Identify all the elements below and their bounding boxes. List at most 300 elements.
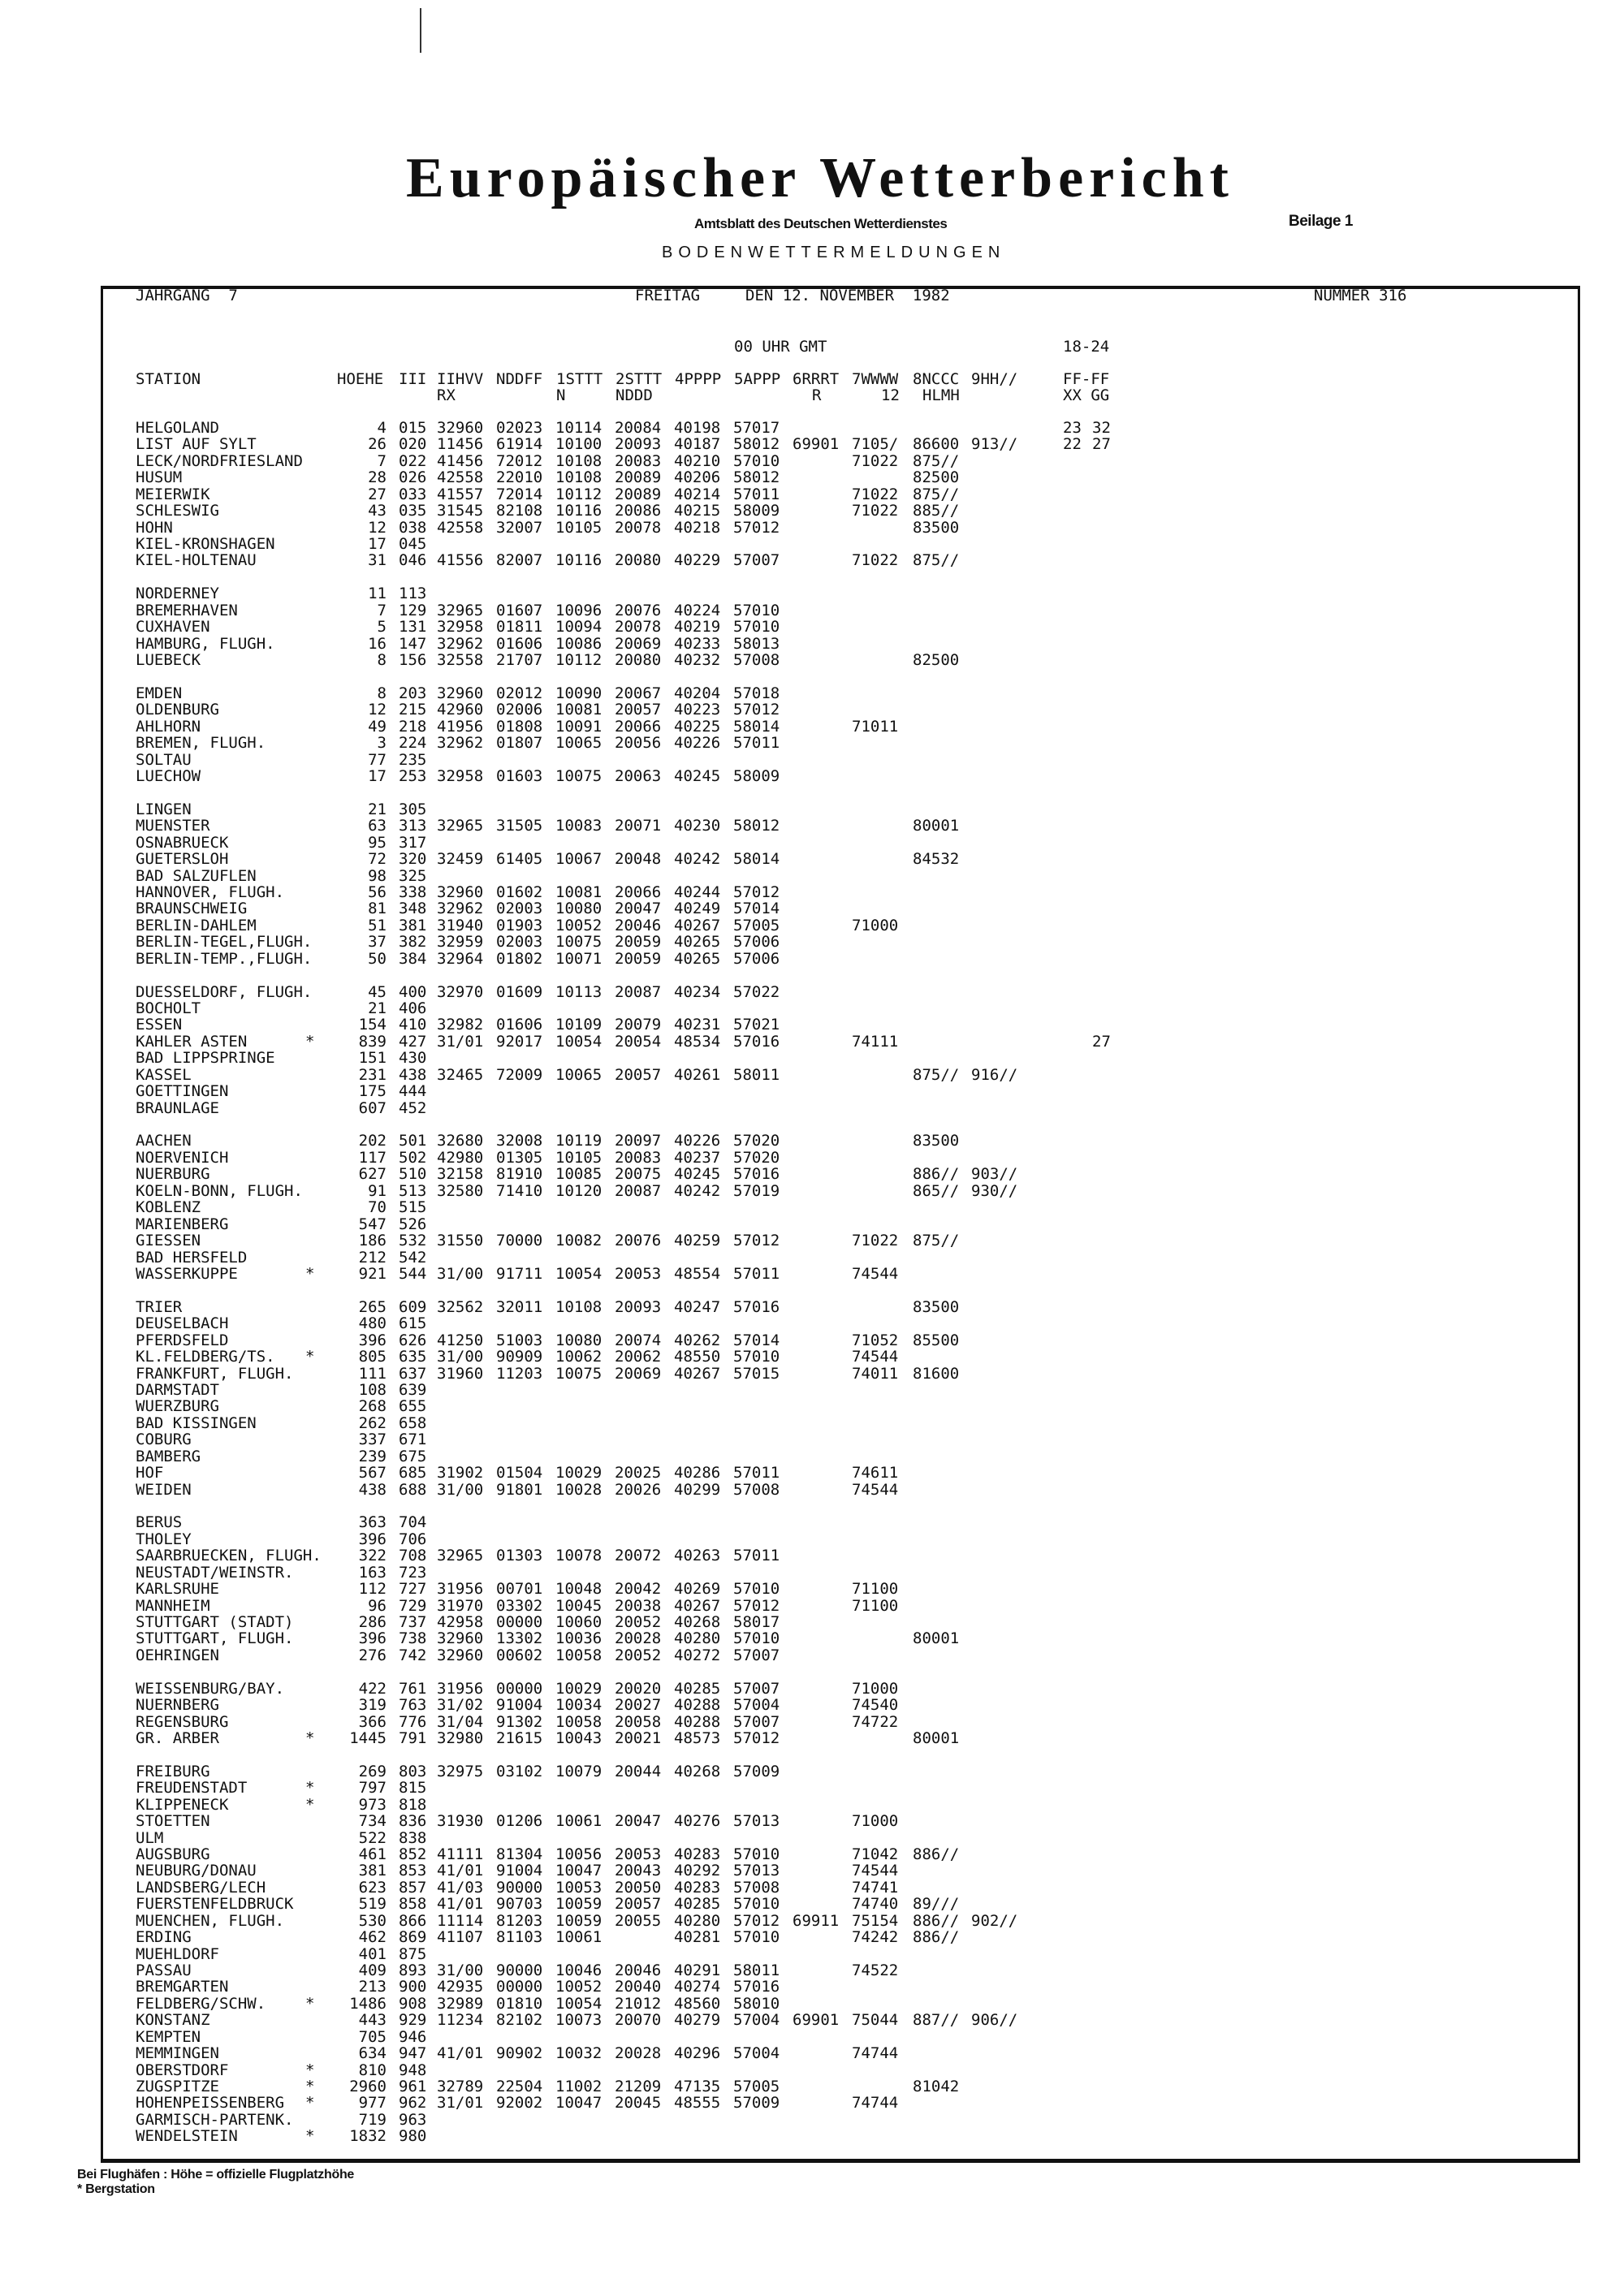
- group-5appp: 57016: [733, 1032, 780, 1051]
- column-subheader: R: [812, 386, 822, 404]
- nddff: 32008: [496, 1132, 543, 1150]
- group-2sttt: 20087: [615, 982, 662, 1001]
- group-1sttt: 10065: [555, 1065, 603, 1084]
- table-row: [0, 1797, 1624, 1813]
- iihvv: 42558: [437, 518, 484, 537]
- iihvv: 32965: [437, 817, 484, 835]
- group-1sttt: 10029: [555, 1464, 603, 1482]
- group-1sttt: 10065: [555, 734, 603, 753]
- group-4pppp: 40229: [674, 551, 721, 570]
- station-number: 857: [399, 1878, 427, 1897]
- group-5appp: 57010: [733, 618, 780, 637]
- station-number: 776: [399, 1712, 427, 1731]
- table-row: [0, 1697, 1624, 1713]
- iihvv: 31956: [437, 1580, 484, 1599]
- group-7wwww: 71011: [852, 717, 899, 736]
- iihvv: 31/04: [437, 1712, 484, 1731]
- group-5appp: 57012: [733, 1911, 780, 1930]
- group-1sttt: 10059: [555, 1895, 603, 1914]
- station: EMDEN: [136, 684, 183, 702]
- iihvv: 41/01: [437, 2044, 484, 2063]
- height: 37: [368, 933, 387, 952]
- table-row: [0, 636, 1624, 652]
- group-5appp: 57016: [733, 1978, 780, 1996]
- group-7wwww: 71000: [852, 1679, 899, 1698]
- group-4pppp: 40214: [674, 485, 721, 503]
- station: STUTTGART, FLUGH.: [136, 1629, 294, 1648]
- group-1sttt: 10075: [555, 1364, 603, 1383]
- station-number: 313: [399, 817, 427, 835]
- table-row: [0, 1946, 1624, 1962]
- station-number: 671: [399, 1431, 427, 1449]
- group-5appp: 57020: [733, 1132, 780, 1150]
- nddff: 02006: [496, 701, 543, 719]
- height: 239: [358, 1447, 387, 1465]
- group-2sttt: 20053: [615, 1845, 662, 1863]
- table-row: [0, 453, 1624, 469]
- height: 213: [358, 1978, 387, 1996]
- group-1sttt: 10112: [555, 485, 603, 503]
- group-8nccc: 83500: [913, 1297, 960, 1316]
- height: 797: [358, 1779, 387, 1798]
- height: 567: [358, 1464, 387, 1482]
- iihvv: 32465: [437, 1065, 484, 1084]
- group-4pppp: 40265: [674, 949, 721, 968]
- iihvv: 32962: [437, 734, 484, 753]
- group-9hh: 906//: [971, 2011, 1018, 2030]
- group-8nccc: 875//: [913, 451, 960, 470]
- group-8nccc: 875//: [913, 551, 960, 570]
- nddff: 00000: [496, 1612, 543, 1631]
- table-row: [0, 1100, 1624, 1116]
- table-row: [0, 719, 1624, 735]
- station-number: 033: [399, 485, 427, 503]
- group-8nccc: 886//: [913, 1845, 960, 1863]
- nddff: 01305: [496, 1148, 543, 1167]
- group-1sttt: 10043: [555, 1728, 603, 1747]
- iihvv: 32989: [437, 1994, 484, 2013]
- nddff: 91004: [496, 1696, 543, 1715]
- group-1sttt: 10080: [555, 1331, 603, 1349]
- group-8nccc: 875//: [913, 1232, 960, 1250]
- group-7wwww: 74544: [852, 1480, 899, 1499]
- station-number: 035: [399, 502, 427, 520]
- group-2sttt: 20062: [615, 1348, 662, 1366]
- station-number: 427: [399, 1032, 427, 1051]
- station: MUENSTER: [136, 817, 210, 835]
- nddff: 13302: [496, 1629, 543, 1648]
- group-5appp: 57007: [733, 1679, 780, 1698]
- station: BERLIN-TEMP.,FLUGH.: [136, 949, 313, 968]
- column-header-hoehe: HOEHE: [337, 370, 384, 388]
- iihvv: 41107: [437, 1928, 484, 1947]
- station-number: 704: [399, 1513, 427, 1532]
- height: 607: [358, 1098, 387, 1117]
- group-2sttt: 20028: [615, 2044, 662, 2063]
- nddff: 00701: [496, 1580, 543, 1599]
- station-number: 962: [399, 2094, 427, 2113]
- height: 5: [377, 618, 387, 637]
- group-7wwww: 74741: [852, 1878, 899, 1897]
- table-row: [0, 1681, 1624, 1697]
- group-4pppp: 40272: [674, 1646, 721, 1664]
- height: 21: [368, 999, 387, 1018]
- column-header-5appp: 5APPP: [734, 370, 781, 388]
- group-5appp: 57004: [733, 2044, 780, 2063]
- table-row: [0, 1813, 1624, 1829]
- station-number: 131: [399, 618, 427, 637]
- group-7wwww: 71022: [852, 485, 899, 503]
- nddff: 22010: [496, 468, 543, 487]
- table-row: [0, 735, 1624, 751]
- station-number: 635: [399, 1348, 427, 1366]
- station-number: 737: [399, 1612, 427, 1631]
- group-1sttt: 10075: [555, 767, 603, 786]
- station: WEISSENBURG/BAY.: [136, 1679, 285, 1698]
- table-row: [0, 835, 1624, 851]
- group-4pppp: 40245: [674, 1165, 721, 1184]
- height: 262: [358, 1413, 387, 1432]
- group-5appp: 57007: [733, 1712, 780, 1731]
- group-4pppp: 40244: [674, 883, 721, 902]
- group-1sttt: 10053: [555, 1878, 603, 1897]
- group-2sttt: 20093: [615, 435, 662, 454]
- group-5appp: 57022: [733, 982, 780, 1001]
- table-row: [0, 1133, 1624, 1149]
- nddff: 01303: [496, 1547, 543, 1565]
- group-2sttt: 20097: [615, 1132, 662, 1150]
- group-2sttt: 20067: [615, 684, 662, 702]
- station-number: 410: [399, 1016, 427, 1034]
- table-row: [0, 1000, 1624, 1016]
- nddff: 01607: [496, 601, 543, 619]
- column-header-7wwww: 7WWWW: [852, 370, 899, 388]
- group-8nccc: 886//: [913, 1911, 960, 1930]
- column-subheader: N: [556, 386, 566, 404]
- height: 163: [358, 1563, 387, 1582]
- station: LINGEN: [136, 800, 192, 818]
- station-number: 908: [399, 1994, 427, 2013]
- station-number: 818: [399, 1795, 427, 1814]
- nddff: 90000: [496, 1878, 543, 1897]
- group-5appp: 57012: [733, 518, 780, 537]
- group-2sttt: 20071: [615, 817, 662, 835]
- mountain-marker: *: [305, 1795, 315, 1814]
- table-row: [0, 602, 1624, 619]
- group-7wwww: 74111: [852, 1032, 899, 1051]
- table-row: [0, 1647, 1624, 1664]
- mountain-marker: *: [305, 1728, 315, 1747]
- group-4pppp: 40247: [674, 1297, 721, 1316]
- station: FELDBERG/SCHW.: [136, 1994, 266, 2013]
- height: 43: [368, 502, 387, 520]
- group-4pppp: 40204: [674, 684, 721, 702]
- station: PFERDSFELD: [136, 1331, 229, 1349]
- iihvv: 31/00: [437, 1348, 484, 1366]
- table-row: [0, 1382, 1624, 1398]
- station-number: 400: [399, 982, 427, 1001]
- group-1sttt: 10119: [555, 1132, 603, 1150]
- mountain-marker: *: [305, 1994, 315, 2013]
- nddff: 81910: [496, 1165, 543, 1184]
- group-2sttt: 20074: [615, 1331, 662, 1349]
- station: AUGSBURG: [136, 1845, 210, 1863]
- station-number: 542: [399, 1248, 427, 1267]
- iihvv: 32562: [437, 1297, 484, 1316]
- station-number: 544: [399, 1264, 427, 1283]
- table-row: [0, 1581, 1624, 1597]
- group-4pppp: 48555: [674, 2094, 721, 2113]
- table-row: [0, 1531, 1624, 1547]
- station-number: 501: [399, 1132, 427, 1150]
- station-number: 526: [399, 1215, 427, 1233]
- station: KAHLER ASTEN: [136, 1032, 248, 1051]
- table-row: [0, 1514, 1624, 1530]
- station: WUERZBURG: [136, 1397, 219, 1416]
- iihvv: 42935: [437, 1978, 484, 1996]
- table-row: [0, 1564, 1624, 1581]
- group-1sttt: 10028: [555, 1480, 603, 1499]
- subtitle: Amtsblatt des Deutschen Wetterdienstes: [694, 216, 948, 231]
- group-4pppp: 40224: [674, 601, 721, 619]
- group-2sttt: 20079: [615, 1016, 662, 1034]
- iihvv: 11234: [437, 2011, 484, 2030]
- station: GIESSEN: [136, 1232, 201, 1250]
- station-number: 723: [399, 1563, 427, 1582]
- group-1sttt: 10056: [555, 1845, 603, 1863]
- table-row: [0, 2095, 1624, 2111]
- nddff: 02012: [496, 684, 543, 702]
- group-4pppp: 48550: [674, 1348, 721, 1366]
- group-4pppp: 40206: [674, 468, 721, 487]
- group-1sttt: 10061: [555, 1928, 603, 1947]
- iihvv: 31/00: [437, 1264, 484, 1283]
- group-2sttt: 20021: [615, 1728, 662, 1747]
- table-row: [0, 1183, 1624, 1199]
- height: 839: [358, 1032, 387, 1051]
- group-1sttt: 10034: [555, 1696, 603, 1715]
- height: 396: [358, 1629, 387, 1648]
- nddff: 01903: [496, 916, 543, 934]
- group-2sttt: 20043: [615, 1862, 662, 1880]
- group-5appp: 57021: [733, 1016, 780, 1034]
- iihvv: 31902: [437, 1464, 484, 1482]
- group-4pppp: 48534: [674, 1032, 721, 1051]
- nddff: 82007: [496, 551, 543, 570]
- iihvv: 32960: [437, 684, 484, 702]
- group-4pppp: 40225: [674, 717, 721, 736]
- group-1sttt: 10078: [555, 1547, 603, 1565]
- group-7wwww: 71000: [852, 1812, 899, 1831]
- station-number: 325: [399, 866, 427, 885]
- height: 286: [358, 1612, 387, 1631]
- station-number: 038: [399, 518, 427, 537]
- height: 26: [368, 435, 387, 454]
- group-1sttt: 10085: [555, 1165, 603, 1184]
- height: 363: [358, 1513, 387, 1532]
- station: KOBLENZ: [136, 1198, 201, 1217]
- group-1sttt: 10086: [555, 634, 603, 653]
- height: 973: [358, 1795, 387, 1814]
- station-number: 852: [399, 1845, 427, 1863]
- column-header-9hh-: 9HH//: [971, 370, 1018, 388]
- group-4pppp: 40283: [674, 1878, 721, 1897]
- station-number: 900: [399, 1978, 427, 1996]
- height: 7: [377, 601, 387, 619]
- station-number: 532: [399, 1232, 427, 1250]
- nddff: 21707: [496, 651, 543, 670]
- station: ZUGSPITZE: [136, 2078, 219, 2095]
- table-row: [0, 1166, 1624, 1182]
- group-7wwww: 71052: [852, 1331, 899, 1349]
- table-row: [0, 1415, 1624, 1431]
- group-7wwww: 74611: [852, 1464, 899, 1482]
- table-row: [0, 1398, 1624, 1414]
- group-7wwww: 71042: [852, 1845, 899, 1863]
- group-2sttt: 20020: [615, 1679, 662, 1698]
- group-2sttt: 20089: [615, 468, 662, 487]
- height: 705: [358, 2027, 387, 2046]
- group-2sttt: 20058: [615, 1712, 662, 1731]
- nddff: 92017: [496, 1032, 543, 1051]
- station: OLDENBURG: [136, 701, 219, 719]
- nddff: 01504: [496, 1464, 543, 1482]
- station-number: 929: [399, 2011, 427, 2030]
- table-row: [0, 2012, 1624, 2028]
- nddff: 01810: [496, 1994, 543, 2013]
- height: 12: [368, 701, 387, 719]
- station: BAMBERG: [136, 1447, 201, 1465]
- station-number: 869: [399, 1928, 427, 1947]
- station-number: 626: [399, 1331, 427, 1349]
- group-1sttt: 10109: [555, 1016, 603, 1034]
- group-2sttt: 20072: [615, 1547, 662, 1565]
- height: 154: [358, 1016, 387, 1034]
- group-5appp: 57011: [733, 485, 780, 503]
- nddff: 02003: [496, 900, 543, 918]
- station-number: 875: [399, 1944, 427, 1963]
- group-1sttt: 10116: [555, 551, 603, 570]
- station-number: 708: [399, 1547, 427, 1565]
- iihvv: 32580: [437, 1181, 484, 1200]
- group-5appp: 57010: [733, 1580, 780, 1599]
- nddff: 91711: [496, 1264, 543, 1283]
- height: 337: [358, 1431, 387, 1449]
- group-1sttt: 10096: [555, 601, 603, 619]
- iihvv: 31930: [437, 1812, 484, 1831]
- station-number: 218: [399, 717, 427, 736]
- table-row: [0, 1979, 1624, 1995]
- height: 2960: [349, 2078, 387, 2095]
- nddff: 00602: [496, 1646, 543, 1664]
- station: ESSEN: [136, 1016, 183, 1034]
- station-number: 763: [399, 1696, 427, 1715]
- group-5appp: 57018: [733, 684, 780, 702]
- station: LANDSBERG/LECH: [136, 1878, 266, 1897]
- table-row: [0, 917, 1624, 934]
- group-5appp: 57008: [733, 1480, 780, 1499]
- group-5appp: 57014: [733, 900, 780, 918]
- station: ERDING: [136, 1928, 192, 1947]
- station: LUEBECK: [136, 651, 201, 670]
- group-4pppp: 40226: [674, 1132, 721, 1150]
- iihvv: 32680: [437, 1132, 484, 1150]
- group-1sttt: 10100: [555, 435, 603, 454]
- group-7wwww: 71000: [852, 916, 899, 934]
- station: SCHLESWIG: [136, 502, 219, 520]
- station-number: 980: [399, 2127, 427, 2146]
- station: HAMBURG, FLUGH.: [136, 634, 275, 653]
- group-2sttt: 20055: [615, 1911, 662, 1930]
- column-header-6rrrt: 6RRRT: [793, 370, 840, 388]
- height: 1486: [349, 1994, 387, 2013]
- group-2sttt: 20078: [615, 518, 662, 537]
- height: 91: [368, 1181, 387, 1200]
- column-subheader: RX: [437, 386, 456, 404]
- iihvv: 41/01: [437, 1895, 484, 1914]
- group-5appp: 57012: [733, 1728, 780, 1747]
- nddff: 01606: [496, 634, 543, 653]
- group-8nccc: 86600: [913, 435, 960, 454]
- nddff: 01609: [496, 982, 543, 1001]
- group-1sttt: 10032: [555, 2044, 603, 2063]
- station-number: 381: [399, 916, 427, 934]
- station: LECK/NORDFRIESLAND: [136, 451, 303, 470]
- group-4pppp: 40262: [674, 1331, 721, 1349]
- group-2sttt: 21012: [615, 1994, 662, 2013]
- height: 17: [368, 535, 387, 553]
- group-4pppp: 40219: [674, 618, 721, 637]
- height: 547: [358, 1215, 387, 1233]
- group-6rrrt: 69901: [793, 2011, 840, 2030]
- height: 51: [368, 916, 387, 934]
- group-5appp: 57009: [733, 2094, 780, 2113]
- height: 96: [368, 1596, 387, 1615]
- group-4pppp: 40233: [674, 634, 721, 653]
- station: KOELN-BONN, FLUGH.: [136, 1181, 303, 1200]
- table-row: [0, 1216, 1624, 1232]
- group-8nccc: 80001: [913, 1629, 960, 1648]
- iihvv: 32958: [437, 767, 484, 786]
- group-1sttt: 10046: [555, 1961, 603, 1979]
- station: LIST AUF SYLT: [136, 435, 257, 454]
- table-row: [0, 1763, 1624, 1780]
- nddff: 81103: [496, 1928, 543, 1947]
- station-number: 637: [399, 1364, 427, 1383]
- group-1sttt: 10059: [555, 1911, 603, 1930]
- group-1sttt: 10075: [555, 933, 603, 952]
- group-1sttt: 10108: [555, 468, 603, 487]
- group-7wwww: 75154: [852, 1911, 899, 1930]
- group-2sttt: 20045: [615, 2094, 662, 2113]
- group-5appp: 57009: [733, 1762, 780, 1780]
- group-5appp: 57008: [733, 1878, 780, 1897]
- nddff: 91801: [496, 1480, 543, 1499]
- table-row: [0, 619, 1624, 635]
- group-5appp: 57005: [733, 916, 780, 934]
- station-number: 253: [399, 767, 427, 786]
- group-1sttt: 10090: [555, 684, 603, 702]
- group-4pppp: 40259: [674, 1232, 721, 1250]
- station: CUXHAVEN: [136, 618, 210, 637]
- height: 269: [358, 1762, 387, 1780]
- group-5appp: 57004: [733, 1696, 780, 1715]
- group-2sttt: 20026: [615, 1480, 662, 1499]
- height: 202: [358, 1132, 387, 1150]
- group-4pppp: 40187: [674, 435, 721, 454]
- mountain-marker: *: [305, 2127, 315, 2146]
- iihvv: 32959: [437, 933, 484, 952]
